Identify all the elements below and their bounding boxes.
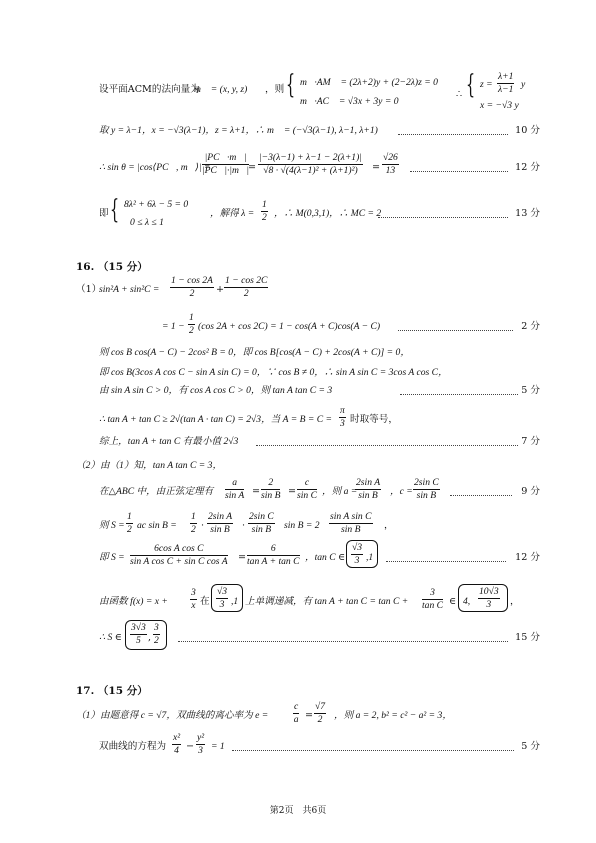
dot-operator: · [201, 520, 205, 531]
equals-one: = 1 [211, 741, 225, 752]
magnitude-fraction: $\frac{|-3(\lambda-1) + \lambda-1 - 2(\lambda+1)|}{\text{√8 · √(4(λ−1)² + (λ+1)²)}}$ [259, 152, 362, 176]
score-12b: 12 分 [515, 552, 540, 563]
c-equals: ，c = [390, 486, 413, 497]
score-10: 10 分 [515, 125, 540, 136]
score-7: 7 分 [521, 436, 540, 447]
tan-product: 由 sin A sin C > 0，有 cos A cos C > 0，则 tan A tan C = 3 [99, 385, 333, 396]
three-halves: $\frac{3}{2}$ [154, 622, 159, 646]
function-def: 由函数 f(x) = x + [99, 596, 168, 607]
three-over-x: $\frac{3}{x}$ [191, 587, 196, 611]
leader-dots [232, 750, 514, 751]
equals-sign: = [288, 486, 297, 497]
page-footer: 第2页 共6页 [269, 806, 327, 816]
then-a-equals: ，则 a = [322, 486, 358, 497]
score-5b: 5 分 [521, 741, 540, 752]
score-15: 15 分 [515, 632, 540, 643]
ji-text: 即 [99, 208, 109, 219]
equals-sign: = [305, 710, 314, 721]
score-12: 12 分 [515, 162, 540, 173]
root3-over-3: $\frac{√3}{3}$ [217, 586, 228, 610]
plus-sign: + [216, 284, 225, 295]
equals-sign: = [248, 162, 257, 173]
equality-condition: 时取等号， [350, 414, 398, 425]
sin-cos-relation: 即 cos B(3cos A cos C − sin A sin C) = 0，∵ cos B ≠ 0，∴ sin A sin C = 3cos A cos C， [99, 367, 448, 378]
x-squared-over-4: $\frac{\text{x²}}{4}$ [173, 732, 181, 756]
expansion-start: = 1 − [162, 321, 185, 332]
z-fraction: $\frac{\lambda+1}{\lambda-1}$ [498, 71, 514, 95]
score-13: 13 分 [515, 208, 540, 219]
hyperbola-intro: （1）由题意得 c = √7，双曲线的离心率为 e = [76, 710, 269, 721]
equals-sign: = [252, 486, 261, 497]
area-tan-start: 即 S = [99, 552, 125, 563]
a-fraction: $\frac{\text{2sin A}}{\text{sin B}}$ [356, 477, 381, 501]
three-over-tan-c: $\frac{3}{\text{tan C}}$ [422, 587, 444, 611]
cos-b-relation: 则 cos B cos(A − C) − 2cos² B = 0，即 cos B[cos(A − C) + 2cos(A + C)] = 0， [99, 347, 410, 358]
monotone-text: 上单调递减，有 tan A + tan C = tan C + [245, 596, 409, 607]
leader-dots [178, 641, 508, 642]
score-2: 2 分 [521, 321, 540, 332]
area-cos-fraction: $\frac{\text{6cos A cos C}}{\text{sin A cos C + sin C cos A}}$ [130, 543, 228, 567]
on-interval-text: 在 [200, 596, 210, 607]
three-root3-over-5: $\frac{3√3}{5}$ [131, 622, 146, 646]
score-5: 5 分 [521, 385, 540, 396]
quadratic-equation: 8λ² + 6λ − 5 = 0 [124, 199, 189, 210]
substitution-line: 取 y = λ−1，x = −√3(λ−1)，z = λ+1，∴ m⃗ = (−√3(λ−1), λ−1, λ+1) [99, 125, 378, 136]
equals-sign: = [372, 162, 381, 173]
therefore-symbol: ∴ [456, 89, 463, 100]
part-1-label: （1） [76, 284, 102, 295]
sin-theta-lhs: ∴ sin θ = |cos⟨PC⃗, m⃗⟩| = [99, 162, 211, 173]
element-of: ∈ [449, 596, 457, 607]
point-m-result: ，∴ M(0,3,1)，∴ MC = 2 [274, 208, 382, 219]
two-sin-c-over-sin-b: $\frac{\text{2sin C}}{\text{sin B}}$ [249, 511, 274, 535]
two-sin-a-over-sin-b: $\frac{\text{2sin A}}{\text{sin B}}$ [208, 511, 233, 535]
sin-squared-sum: sin²A + sin²C = [99, 284, 160, 295]
lambda-range: 0 ≤ λ ≤ 1 [130, 217, 164, 228]
one-half: $\frac{1}{2}$ [189, 312, 194, 336]
half-a: $\frac{1}{2}$ [127, 511, 132, 535]
problem-16-title: 16. （15 分） [76, 261, 148, 273]
expansion-rest: (cos 2A + cos 2C) = 1 − cos(A + C)cos(A − C) [198, 321, 381, 332]
leader-dots [386, 561, 506, 562]
c-over-a: $\frac{c}{a}$ [293, 701, 299, 725]
a-b-values: ，则 a = 2, b² = c² − a² = 3， [334, 710, 452, 721]
lambda-fraction: $\frac{1}{2}$ [262, 199, 267, 223]
interval-lower: 4, [463, 596, 471, 607]
equation-m-dot-am: m⃗·AM⃗ = (2λ+2)y + (2−2λ)z = 0 [300, 77, 438, 88]
equation-m-dot-ac: m⃗·AC⃗ = √3x + 3y = 0 [300, 96, 399, 107]
leader-dots [450, 495, 512, 496]
condition-brace: { [110, 195, 120, 225]
sin-a-sin-c-over-sin-b: $\frac{\text{sin A sin C}}{\text{sin B}}$ [330, 511, 372, 535]
z-lhs: z = [480, 79, 493, 90]
z-tail: y [521, 79, 526, 90]
a-over-sin-a: $\frac{a}{\text{sin A}}$ [225, 477, 245, 501]
cos-fraction: $\frac{|PC⃗\cdot m⃗|}{|PC⃗|\cdot|m⃗|}$ [202, 152, 250, 176]
y-squared-over-3: $\frac{\text{y²}}{3}$ [197, 732, 205, 756]
solution-brace: { [466, 70, 476, 100]
equation-intro: 双曲线的方程为 [99, 741, 167, 752]
leader-dots [398, 134, 508, 135]
interval-upper: ,1 [231, 596, 239, 607]
c-fraction: $\frac{\text{2sin C}}{\text{sin B}}$ [414, 477, 439, 501]
leader-dots [400, 394, 518, 395]
two-over-sin-b: $\frac{2}{\text{sin B}}$ [261, 477, 281, 501]
part-2-intro: （2）由（1）知，tan A tan C = 3， [76, 460, 223, 471]
solve-text: ，解得 λ = [210, 208, 255, 219]
minimum-conclusion: 综上，tan A + tan C 有最小值 2√3 [99, 436, 239, 447]
comma: ， [384, 520, 394, 531]
result-fraction: $\frac{√26}{13}$ [383, 152, 398, 176]
comma: ， [510, 596, 520, 607]
then-text: ，则 [265, 84, 285, 95]
normal-vector-intro: 设平面ACM的法向量为 [99, 84, 200, 95]
root3-over-3: $\frac{√3}{3}$ [352, 542, 363, 566]
dot-operator: · [242, 520, 246, 531]
equals-sign: = [238, 552, 247, 563]
c-over-sin-c: $\frac{c}{\text{sin C}}$ [297, 477, 317, 501]
minus-sign: − [186, 741, 195, 752]
ten-root3-over-3: $\frac{10√3}{3}$ [479, 586, 499, 610]
pi-third: $\frac{\pi}{3}$ [340, 405, 345, 429]
half-angle-fraction-c: $\frac{1 - \cos 2C}{2}$ [225, 275, 268, 299]
half-b: $\frac{1}{2}$ [191, 511, 196, 535]
x-expression: x = −√3 y [480, 100, 519, 111]
am-gm-inequality: ∴ tan A + tan C ≥ 2√(tan A · tan C) = 2√3，当 A = B = C = [99, 414, 333, 425]
half-angle-fraction-a: $\frac{1 - \cos 2A}{2}$ [171, 275, 213, 299]
area-tan-fraction: $\frac{6}{\text{tan A + tan C}}$ [247, 543, 300, 567]
leader-dots [378, 217, 508, 218]
normal-vector-def: m⃗ = (x, y, z) [194, 84, 248, 95]
comma: , [148, 632, 152, 643]
system-brace: { [286, 70, 296, 100]
tan-c-range-label: ，tan C ∈ [305, 552, 346, 563]
problem-17-title: 17. （15 分） [76, 685, 148, 697]
area-ac-sin-b: ac sin B = [137, 520, 177, 531]
leader-dots [410, 171, 508, 172]
sine-law-intro: 在△ABC 中，由正弦定理有 [99, 486, 214, 497]
leader-dots [256, 445, 518, 446]
area-start: 则 S = [99, 520, 125, 531]
leader-dots [398, 330, 513, 331]
root7-over-2: $\frac{√7}{2}$ [315, 701, 326, 725]
area-range-label: ∴ S ∈ [99, 632, 122, 643]
score-9: 9 分 [521, 486, 540, 497]
interval-upper: ,1 [366, 552, 374, 563]
sin-b-equals: sin B = 2 [284, 520, 320, 531]
